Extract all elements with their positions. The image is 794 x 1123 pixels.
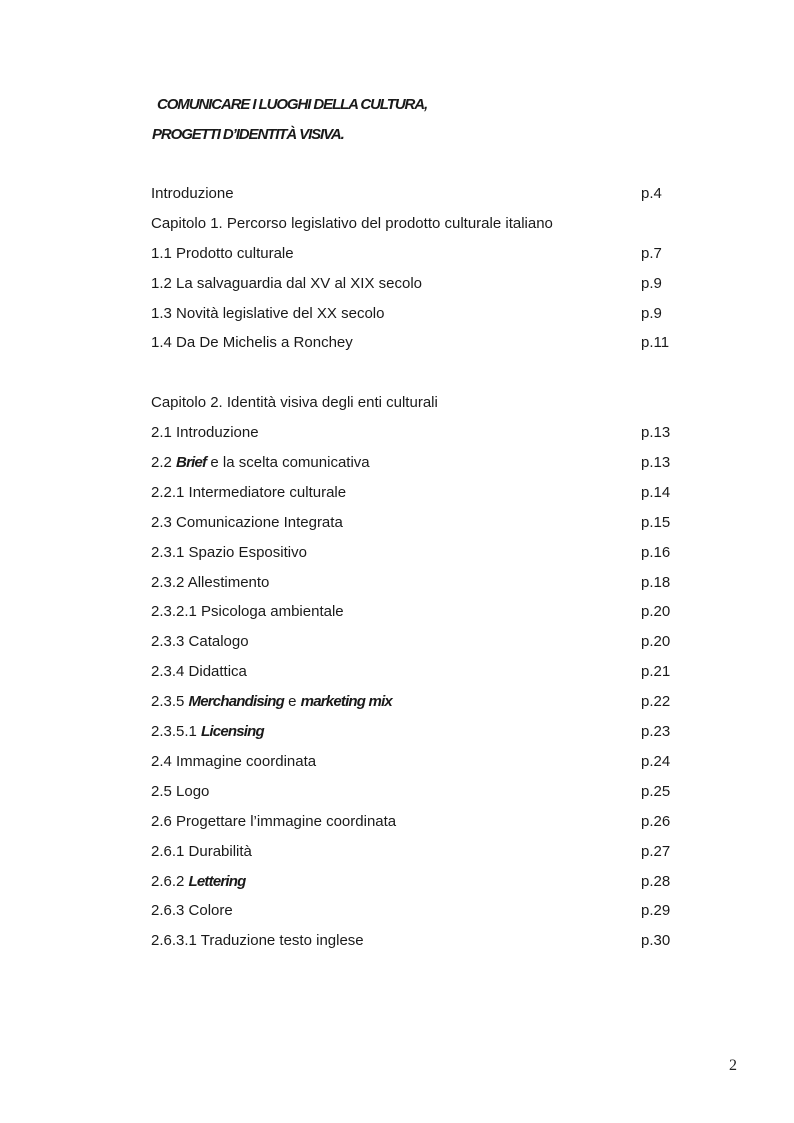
toc-entry <box>151 303 691 333</box>
toc-entry-page: p.13 <box>641 424 671 442</box>
toc-entry-label: 2.3.2.1 Psicologa ambientale <box>151 603 344 621</box>
toc-entry <box>151 811 691 841</box>
toc-entry-label: 2.6.1 Durabilità <box>151 842 252 860</box>
toc-entry-label: 2.3.2 Allestimento <box>151 573 270 591</box>
toc-entry <box>151 332 691 392</box>
toc-entry-page: p.18 <box>641 573 671 591</box>
toc-entry <box>151 572 691 602</box>
toc-entry-page: p.7 <box>641 244 662 262</box>
toc-entry-page: p.4 <box>641 185 662 202</box>
toc-entry-page: p.27 <box>641 842 671 860</box>
toc-entry-suffix: e la scelta comunicativa <box>206 454 370 472</box>
toc-entry-label: 2.2.1 Intermediatore culturale <box>151 483 347 501</box>
toc-entry-page: p.16 <box>641 543 671 561</box>
document-title-line-2: PROGETTI D’IDENTITÀ VISIVA. <box>152 126 344 143</box>
toc-entry-page: p.24 <box>641 752 671 770</box>
toc-entry-page: p.28 <box>641 872 671 890</box>
toc-entry-page: p.20 <box>641 603 671 621</box>
toc-entry-label: 2.6.3.1 Traduzione testo inglese <box>151 932 364 950</box>
toc-entry <box>151 631 691 661</box>
toc-entry <box>151 841 691 871</box>
toc-entry-page: p.25 <box>641 782 671 800</box>
toc-entry <box>151 482 691 512</box>
toc-entry <box>151 691 691 721</box>
toc-entry-label: 1.4 Da De Michelis a Ronchey <box>151 334 353 352</box>
toc-chapter-heading <box>151 213 691 243</box>
toc-entry <box>151 243 691 273</box>
toc-entry-prefix: 2.2 <box>151 454 177 472</box>
toc-entry <box>151 930 691 960</box>
table-of-contents <box>151 183 691 960</box>
toc-entry-page: p.23 <box>641 723 671 741</box>
toc-entry-label <box>151 691 392 713</box>
toc-entry <box>151 452 691 482</box>
toc-entry-label: 1.1 Prodotto culturale <box>151 244 294 262</box>
toc-entry <box>151 900 691 930</box>
toc-entry-page: p.20 <box>641 633 671 651</box>
toc-entry-page: p.29 <box>641 902 671 920</box>
toc-entry-page: p.22 <box>641 693 671 711</box>
toc-chapter-label: Capitolo 2. Identità visiva degli enti culturali <box>151 394 438 412</box>
toc-entry <box>151 721 691 751</box>
toc-entry-label: 2.3.1 Spazio Espositivo <box>151 543 307 561</box>
toc-entry <box>151 422 691 452</box>
toc-entry-page: p.9 <box>641 274 662 292</box>
toc-entry-label: 2.3 Comunicazione Integrata <box>151 513 343 531</box>
toc-entry <box>151 751 691 781</box>
toc-entry-page: p.21 <box>641 663 671 681</box>
toc-entry-label: 1.2 La salvaguardia dal XV al XIX secolo <box>151 274 423 292</box>
toc-entry-page: p.13 <box>641 454 671 472</box>
toc-entry-prefix: 2.6.2 <box>151 872 189 890</box>
toc-entry-emphasis: Brief <box>176 454 207 472</box>
toc-entry-label <box>151 452 370 474</box>
toc-entry-page: p.14 <box>641 483 671 501</box>
toc-entry-emphasis: marketing mix <box>300 693 392 711</box>
toc-entry-page: p.11 <box>641 334 670 352</box>
toc-entry-prefix: 2.3.5.1 <box>151 723 202 741</box>
toc-entry-page: p.30 <box>641 932 671 950</box>
page-number: 2 <box>729 1057 737 1074</box>
toc-entry <box>151 183 691 213</box>
toc-entry-label: 2.6 Progettare l’immagine coordinata <box>151 812 397 830</box>
toc-entry-page: p.15 <box>641 513 671 531</box>
toc-entry-label: 2.4 Immagine coordinata <box>151 752 317 770</box>
toc-entry <box>151 661 691 691</box>
toc-entry <box>151 512 691 542</box>
toc-entry-middle: e <box>283 693 301 711</box>
toc-chapter-heading <box>151 392 691 422</box>
toc-entry-emphasis: Merchandising <box>188 693 284 711</box>
toc-entry-label: 2.6.3 Colore <box>151 902 233 920</box>
toc-entry-emphasis: Licensing <box>201 723 264 741</box>
toc-entry-emphasis: Lettering <box>188 872 246 890</box>
toc-entry-label: 2.1 Introduzione <box>151 424 259 442</box>
toc-entry <box>151 542 691 572</box>
toc-entry-page: p.9 <box>641 304 662 322</box>
toc-entry-label <box>151 871 246 893</box>
toc-entry-label: 2.3.3 Catalogo <box>151 633 249 651</box>
toc-chapter-label: Capitolo 1. Percorso legislativo del prodotto culturale italiano <box>151 214 553 232</box>
toc-entry-label: Introduzione <box>151 185 234 202</box>
toc-entry-page: p.26 <box>641 812 671 830</box>
toc-entry <box>151 871 691 901</box>
toc-entry-label: 2.3.4 Didattica <box>151 663 247 681</box>
toc-entry-label: 1.3 Novità legislative del XX secolo <box>151 304 385 322</box>
document-title-line-1: COMUNICARE I LUOGHI DELLA CULTURA, <box>157 96 428 113</box>
toc-entry <box>151 781 691 811</box>
toc-entry <box>151 601 691 631</box>
toc-entry-prefix: 2.3.5 <box>151 693 189 711</box>
toc-entry-label <box>151 721 264 743</box>
toc-entry <box>151 273 691 303</box>
toc-entry-label: 2.5 Logo <box>151 782 210 800</box>
